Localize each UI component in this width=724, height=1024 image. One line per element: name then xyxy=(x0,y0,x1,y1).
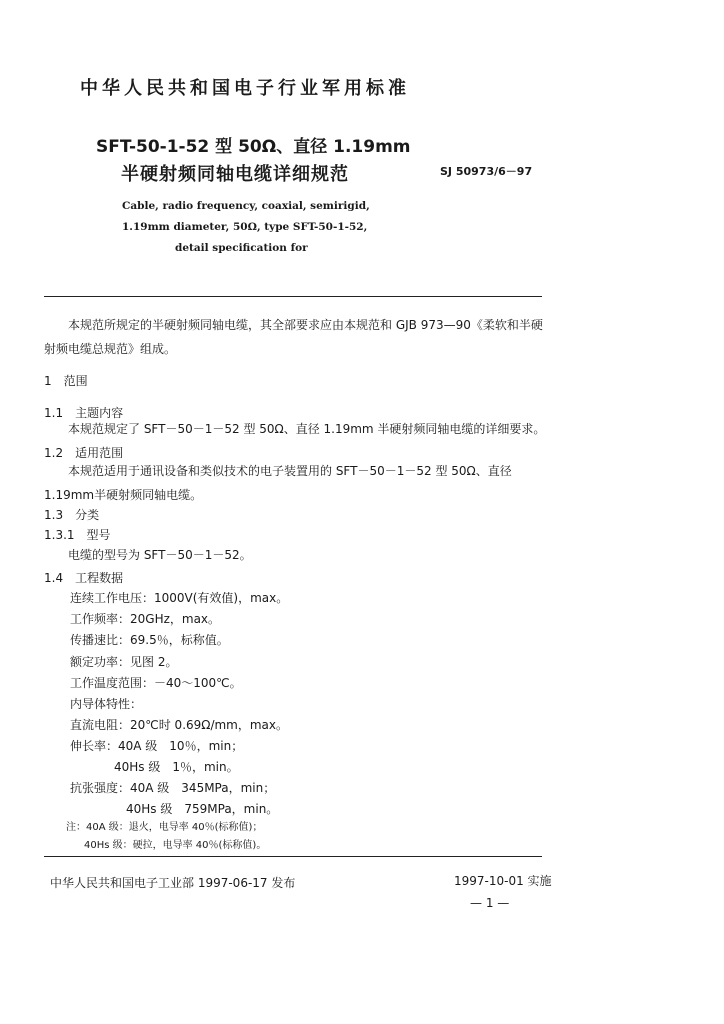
note-line-2: 40Hs 级：硬拉，电导率 40％(标称值)。 xyxy=(84,840,267,851)
data-tensile-40a: 抗张强度：40A 级 345MPa，min； xyxy=(70,781,276,795)
section-1-3-1-heading: 1.3.1 型号 xyxy=(44,528,111,542)
title-line-1: SFT-50-1-52 型 50Ω、直径 1.19mm xyxy=(96,137,411,157)
data-velocity-ratio: 传播速比：69.5％，标称值。 xyxy=(70,633,229,647)
section-1-1-text: 本规范规定了 SFT－50－1－52 型 50Ω、直径 1.19mm 半硬射频同轴电缆的详细要求。 xyxy=(68,422,546,436)
data-temperature-range: 工作温度范围：－40～100℃。 xyxy=(70,676,242,690)
intro-line-2: 射频电缆总规范》组成。 xyxy=(44,342,177,356)
english-title-line-3: detail specification for xyxy=(175,242,308,254)
data-dc-resistance: 直流电阻：20℃时 0.69Ω/mm，max。 xyxy=(70,718,289,732)
section-1-2-text-1: 本规范适用于通讯设备和类似技术的电子装置用的 SFT－50－1－52 型 50Ω、直径 xyxy=(68,464,512,478)
data-working-voltage: 连续工作电压：1000V(有效值)，max。 xyxy=(70,591,289,605)
top-divider xyxy=(44,296,542,297)
standard-category-header: 中华人民共和国电子行业军用标准 xyxy=(80,78,410,99)
data-elongation-40a: 伸长率：40A 级 10％，min； xyxy=(70,739,244,753)
intro-line-1: 本规范所规定的半硬射频同轴电缆，其全部要求应由本规范和 GJB 973—90《柔软和半硬 xyxy=(68,318,543,332)
issue-date: 中华人民共和国电子工业部 1997-06-17 发布 xyxy=(50,876,296,890)
english-title-line-1: Cable, radio frequency, coaxial, semirigid, xyxy=(122,200,370,212)
section-1-1-heading: 1.1 主题内容 xyxy=(44,406,124,420)
page-number: — 1 — xyxy=(470,896,510,910)
section-1-4-heading: 1.4 工程数据 xyxy=(44,571,124,585)
english-title-line-2: 1.19mm diameter, 50Ω, type SFT-50-1-52, xyxy=(122,221,368,233)
section-1-2-heading: 1.2 适用范围 xyxy=(44,446,124,460)
data-tensile-40hs: 40Hs 级 759MPa，min。 xyxy=(126,802,279,816)
bottom-divider xyxy=(44,856,542,857)
data-rated-power: 额定功率：见图 2。 xyxy=(70,655,178,669)
standard-number: SJ 50973/6－97 xyxy=(440,165,533,178)
section-1-3-heading: 1.3 分类 xyxy=(44,508,100,522)
data-elongation-40hs: 40Hs 级 1％，min。 xyxy=(114,760,239,774)
section-1-heading: 1 范围 xyxy=(44,374,88,388)
data-working-frequency: 工作频率：20GHz，max。 xyxy=(70,612,221,626)
section-1-2-text-2: 1.19mm半硬射频同轴电缆。 xyxy=(44,488,203,502)
title-line-2: 半硬射频同轴电缆详细规范 xyxy=(121,164,349,185)
data-inner-conductor: 内导体特性： xyxy=(70,697,143,711)
section-1-3-1-text: 电缆的型号为 SFT－50－1－52。 xyxy=(68,548,252,562)
effective-date: 1997-10-01 实施 xyxy=(454,874,552,888)
note-line-1: 注：40A 级：退火，电导率 40％(标称值)； xyxy=(66,822,263,833)
